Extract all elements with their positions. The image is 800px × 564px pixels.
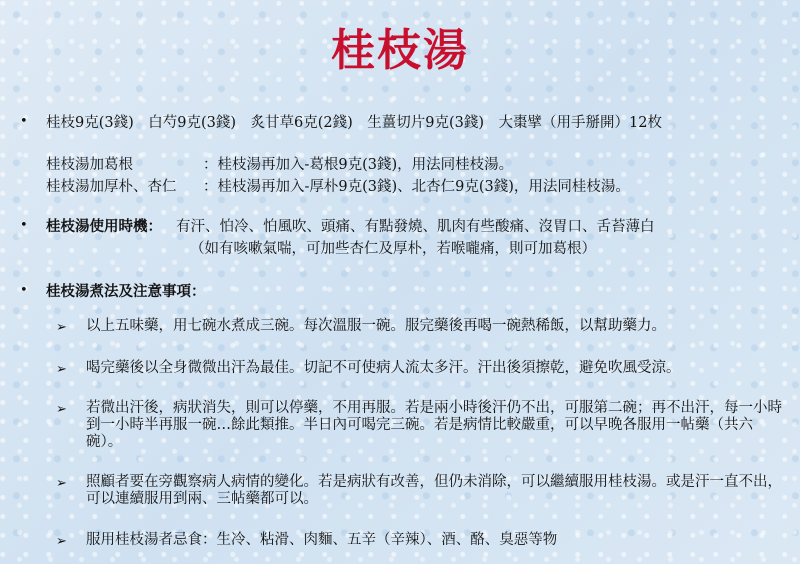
note-item: 服用桂枝湯者忌食：生冷、粘滑、肉麵、五辛（辛辣）、酒、酪、臭惡等物 bbox=[86, 532, 558, 548]
note-item: 以上五味藥，用七碗水煮成三碗。每次溫服一碗。服完藥後再喝一碗熱稀飯，以幫助藥力。 bbox=[86, 318, 666, 334]
usage-line-2: （如有咳嗽氣喘，可加些杏仁及厚朴，若喉嚨痛，則可加葛根） bbox=[190, 241, 596, 257]
notes-heading: 桂枝湯煮法及注意事項： bbox=[46, 283, 206, 300]
ingredients-line: 桂枝9克(3錢) 白芍9克(3錢) 炙甘草6克(2錢) 生薑切片9克(3錢) 大棗擘（用手掰開）12枚 bbox=[46, 115, 663, 131]
variant-desc-gegen: ：桂枝湯再加入-葛根9克(3錢)，用法同桂枝湯。 bbox=[203, 157, 514, 173]
usage-label: 桂枝湯使用時機： bbox=[46, 218, 162, 235]
arrow-bullet-icon: ➢ bbox=[56, 320, 67, 335]
note-item: 若微出汗後，病狀消失，則可以停藥，不用再服。若是兩小時後汗仍不出，可服第二碗；再不出汗，每一小時到一小時半再服一碗…餘此類推。半日內可喝完三碗。若是病情比較嚴重，可以早晚各服用一帖藥（共六碗）。 bbox=[86, 400, 782, 450]
arrow-bullet-icon: ➢ bbox=[56, 534, 67, 549]
bullet-icon: • bbox=[20, 114, 28, 129]
variant-name-houpo: 桂枝湯加厚朴、杏仁 bbox=[46, 179, 177, 195]
note-item: 照顧者要在旁觀察病人病情的變化。若是病狀有改善，但仍未消除，可以繼續服用桂枝湯。或是汗一直不出，可以連續服用到兩、三帖藥都可以。 bbox=[86, 474, 782, 507]
variant-name-gegen: 桂枝湯加葛根 bbox=[46, 157, 133, 173]
arrow-bullet-icon: ➢ bbox=[56, 402, 67, 417]
bullet-icon: • bbox=[20, 218, 28, 233]
arrow-bullet-icon: ➢ bbox=[56, 476, 67, 491]
note-item: 喝完藥後以全身微微出汗為最佳。切記不可使病人流太多汗。汗出後須擦乾，避免吹風受涼。 bbox=[86, 360, 681, 376]
bullet-icon: • bbox=[20, 283, 28, 298]
arrow-bullet-icon: ➢ bbox=[56, 362, 67, 377]
variant-desc-houpo: ：桂枝湯再加入-厚朴9克(3錢)、北杏仁9克(3錢)，用法同桂枝湯。 bbox=[203, 179, 630, 195]
usage-line-1: 有汗、怕冷、怕風吹、頭痛、有點發燒、肌肉有些酸痛、沒胃口、舌苔薄白 bbox=[176, 219, 655, 235]
page-title: 桂枝湯 bbox=[331, 25, 469, 76]
